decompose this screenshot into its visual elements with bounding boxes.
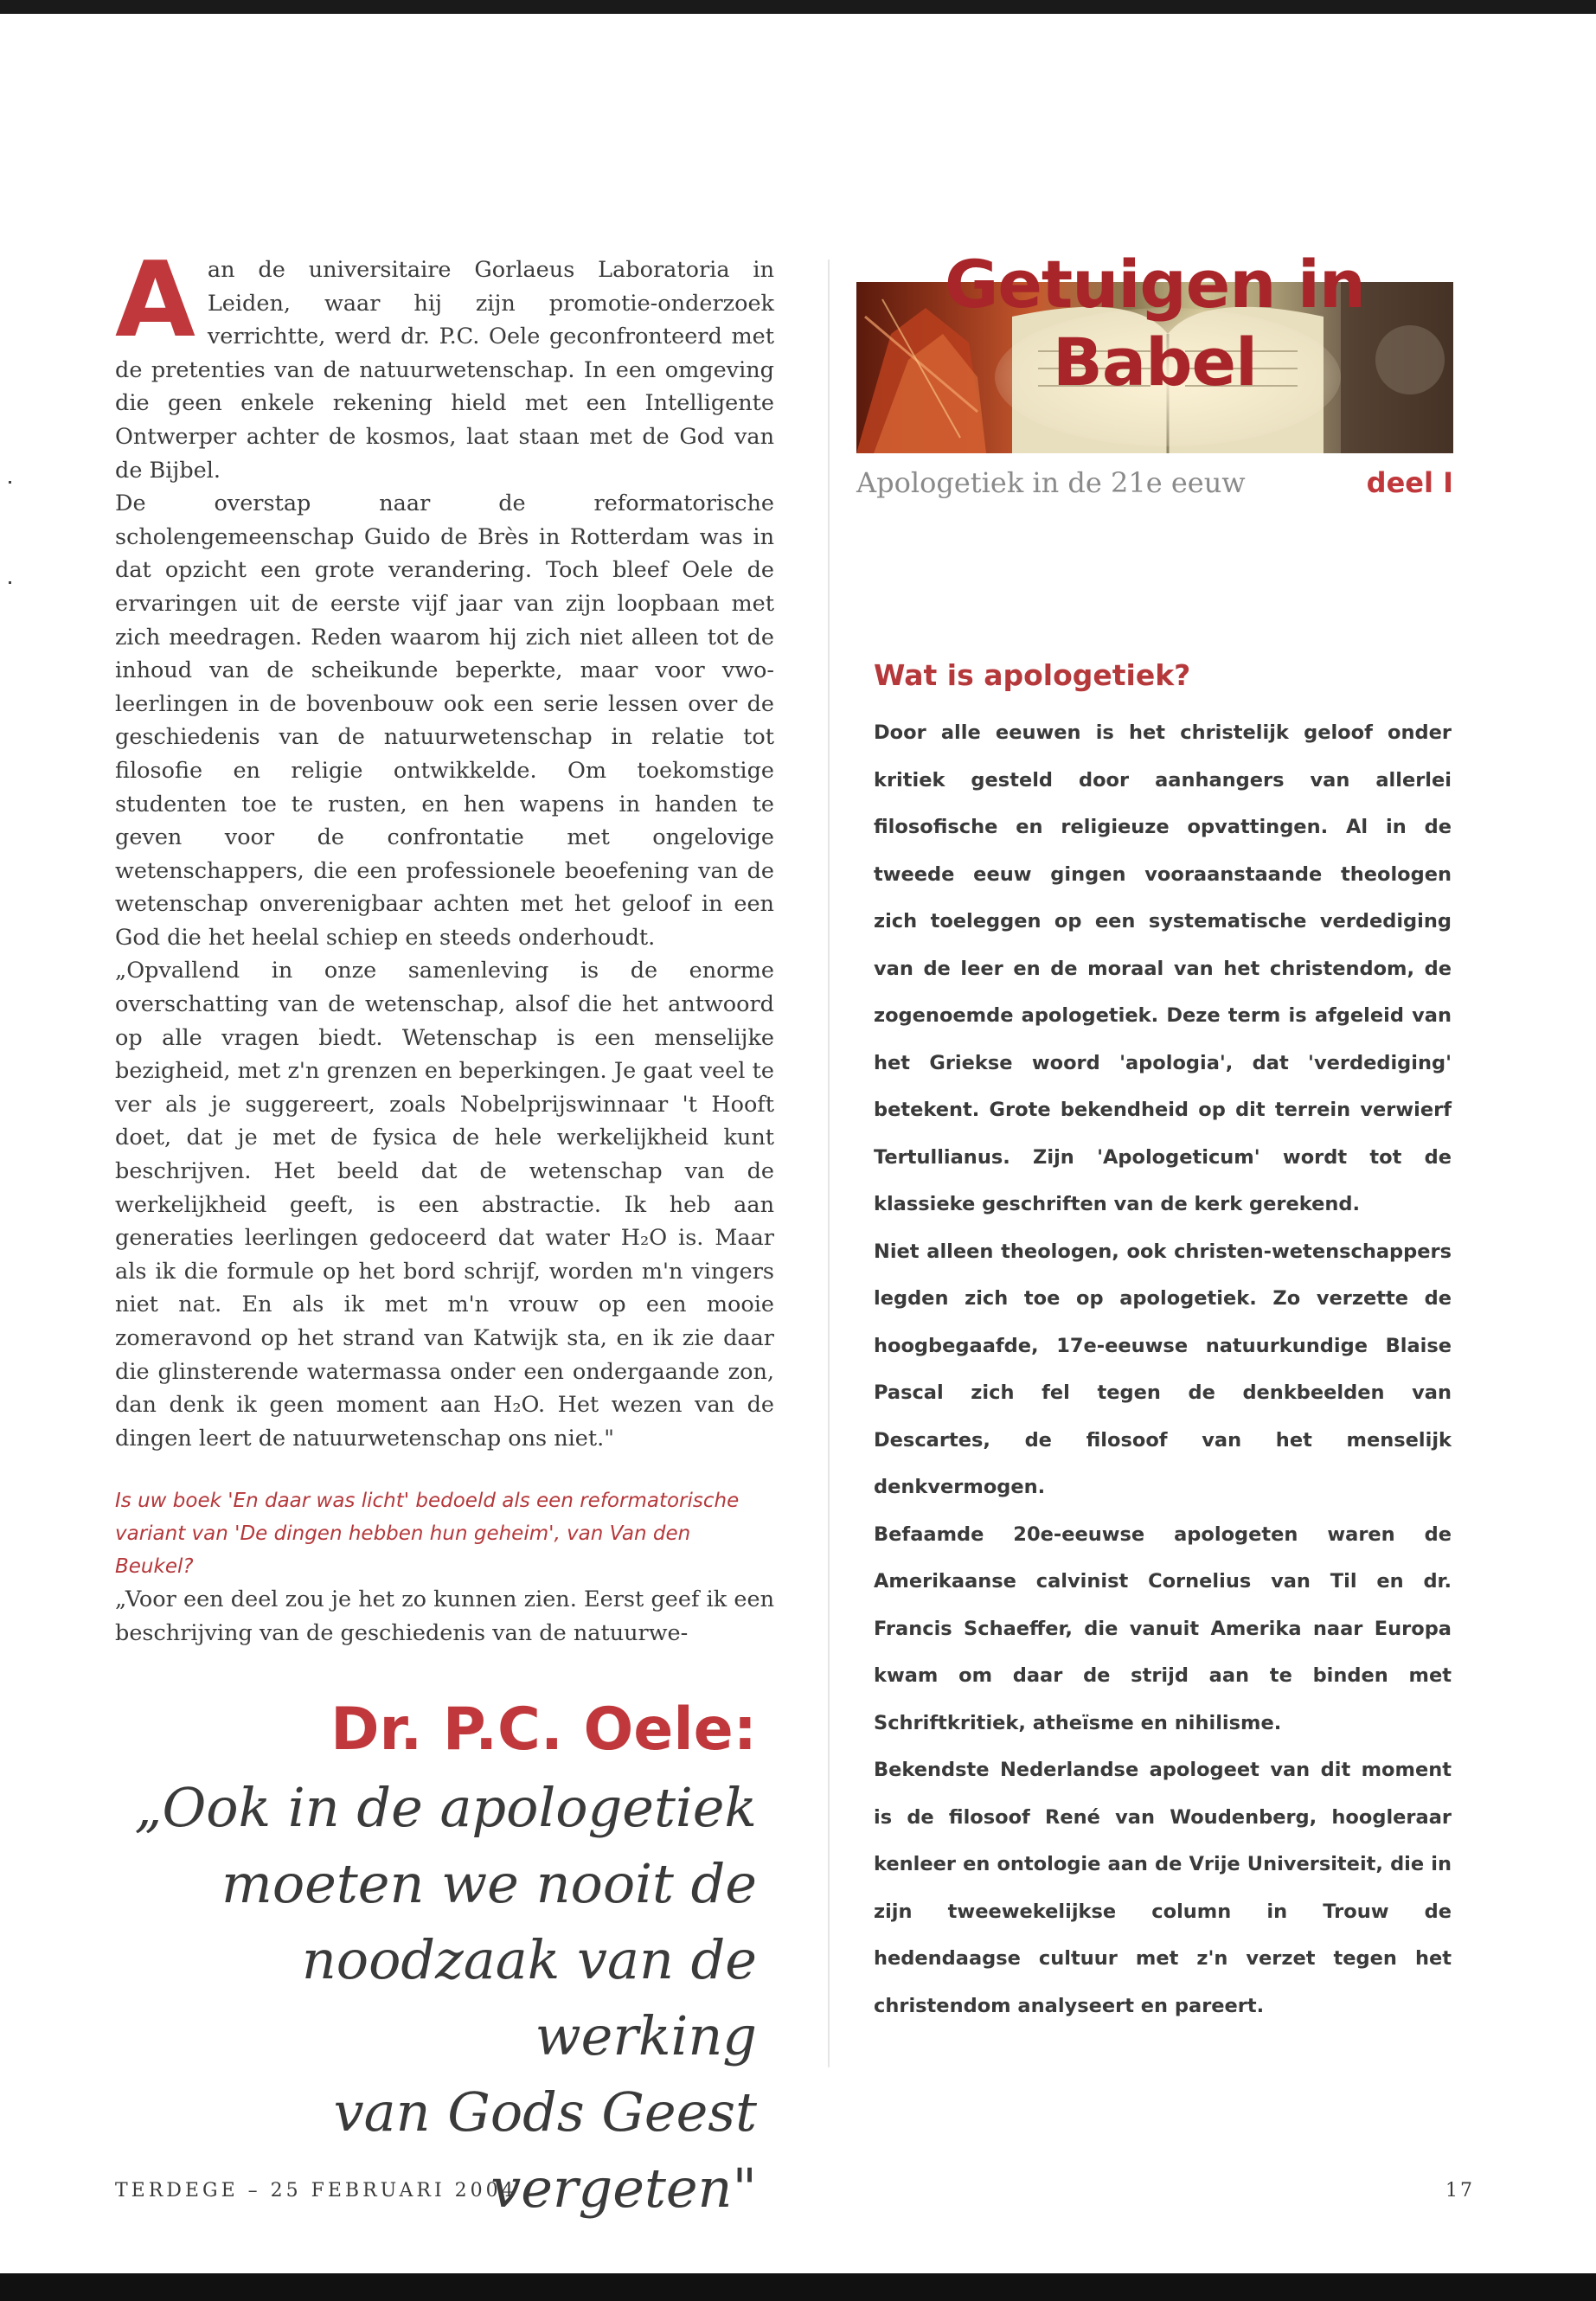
paragraph-3: „Opvallend in onze samenleving is de enorme overschatting van de wetenschap, alsof die het antwoord op alle vragen biedt. Wetenschap is een menselijke bezigheid, met z'n grenzen en beperkingen. Je gaat veel te ver als je suggereert, zoals Nobelprijswinnaar 't Hooft doet, dat je met de fysica de hele werkelijkheid kunt beschrijven. Het beeld dat de wetenschap van de werkelijkheid geeft, is een abstractie. Ik heb aan generaties leerlingen gedoceerd dat water H₂O is. Maar als ik die formule op het bord schrijf, worden m'n vingers niet nat. En als ik met m'n vrouw op een mooie zomeravond op het strand van Katwijk sta, en ik zie daar die glinsterende watermassa onder een ondergaande zon, dan denk ik geen moment aan H₂O. Het wezen van de dingen leert de natuurwetenschap ons niet." xyxy=(115,958,774,1452)
article-text xyxy=(115,240,774,1455)
sidebar-heading: Wat is apologetiek? xyxy=(874,658,1191,692)
article-body xyxy=(115,240,774,1650)
sidebar-paragraph: Befaamde 20e-eeuwse apologeten waren de Amerikaanse calvinist Cornelius van Til en dr. Francis Schaeffer, die vanuit Amerika naar Europa kwam om daar de strijd aan te binden met Schriftkritiek, atheïsme en nihilisme. xyxy=(874,1522,1452,1734)
sidebar-text xyxy=(874,709,1452,2029)
footer-publication: TERDEGE – 25 FEBRUARI 2004 xyxy=(115,2180,517,2202)
sidebar-paragraph: Bekendste Nederlandse apologeet van dit moment is de filosoof René van Woudenberg, hoogleraar kenleer en ontologie aan de Vrije Universiteit, die in zijn tweewekelijkse column in Trouw de hedendaagse cultuur met z'n verzet tegen het christendom analyseert en pareert. xyxy=(874,1759,1452,2017)
sidebar-paragraph: Niet alleen theologen, ook christen-wetenschappers legden zich toe op apologetiek. Zo verzette de hoogbegaafde, 17e-eeuwse natuurkundige Blaise Pascal zich fel tegen de denkbeelden van Descartes, de filosoof van het menselijk denkvermogen. xyxy=(874,1240,1452,1498)
pull-quote-line: noodzaak van de werking xyxy=(301,1928,757,2067)
intro-paragraph xyxy=(115,240,774,487)
bottom-border xyxy=(0,2273,1596,2301)
series-part: deel I xyxy=(1366,466,1453,499)
scan-speck xyxy=(9,481,11,484)
sidebar xyxy=(874,651,1452,2029)
drop-cap: A xyxy=(115,240,195,361)
scan-speck xyxy=(9,581,11,584)
top-border xyxy=(0,0,1596,14)
pull-quote-text xyxy=(115,1770,757,2227)
pull-quote-line: van Gods Geest vergeten" xyxy=(333,2080,757,2220)
intro-text: an de universitaire Gorlaeus Laboratoria in Leiden, waar hij zijn promotie-onderzoek verrichtte, werd dr. P.C. Oele geconfronteerd met de pretenties van de natuurwetenschap. In een omgeving die geen enkele rekening hield met een Intelligente Ontwerper achter de kosmos, laat staan met de God van de Bijbel. xyxy=(115,257,774,484)
page-number: 17 xyxy=(1445,2180,1475,2202)
pull-quote-line: „Ook in de apologetiek xyxy=(134,1776,757,1839)
series-subtitle-row xyxy=(856,464,1453,502)
series-subtitle: Apologetiek in de 21e eeuw xyxy=(856,466,1246,499)
series-title: Getuigen in Babel xyxy=(944,246,1366,401)
pull-quote-line: moeten we nooit de xyxy=(221,1852,757,1915)
pull-quote-speaker: Dr. P.C. Oele: xyxy=(330,1695,757,1764)
sidebar-paragraph: Door alle eeuwen is het christelijk geloof onder kritiek gesteld door aanhangers van allerlei filosofische en religieuze opvattingen. Al in de tweede eeuw gingen vooraanstaande theologen zich toeleggen op een systematische verdediging van de leer en de moraal van het christendom, de zogenoemde apologetiek. Deze term is afgeleid van het Griekse woord 'apologia', dat 'verdediging' betekent. Grote bekendheid op dit terrein verwierf Tertullianus. Zijn 'Apologeticum' wordt tot de klassieke geschriften van de kerk gerekend. xyxy=(874,721,1452,1215)
interview-answer: „Voor een deel zou je het zo kunnen zien. Eerst geef ik een beschrijving van de geschiedenis van de natuurwe- xyxy=(115,1586,774,1646)
interview-question: Is uw boek 'En daar was licht' bedoeld als een reformatorische variant van 'De dingen hebben hun geheim', van Van den Beukel? xyxy=(115,1490,740,1579)
column-divider xyxy=(828,260,830,2067)
paragraph-2: De overstap naar de reformatorische scholengemeenschap Guido de Brès in Rotterdam was in dat opzicht een grote verandering. Toch bleef Oele de ervaringen uit de eerste vijf jaar van zijn loopbaan met zich meedragen. Reden waarom hij zich niet alleen tot de inhoud van de scheikunde beperkte, maar voor vwo-leerlingen in de bovenbouw ook een serie lessen over de geschiedenis van de natuurwetenschap in relatie tot filosofie en religie ontwikkelde. Om toekomstige studenten toe te rusten, en hen wapens in handen te geven voor de confrontatie met ongelovige wetenschappers, die een professionele beoefening van de wetenschap onverenigbaar achten met het geloof in een God die het heelal schiep en steeds onderhoudt. xyxy=(115,490,774,951)
pull-quote-block xyxy=(115,1695,757,2227)
series-header xyxy=(856,246,1453,453)
